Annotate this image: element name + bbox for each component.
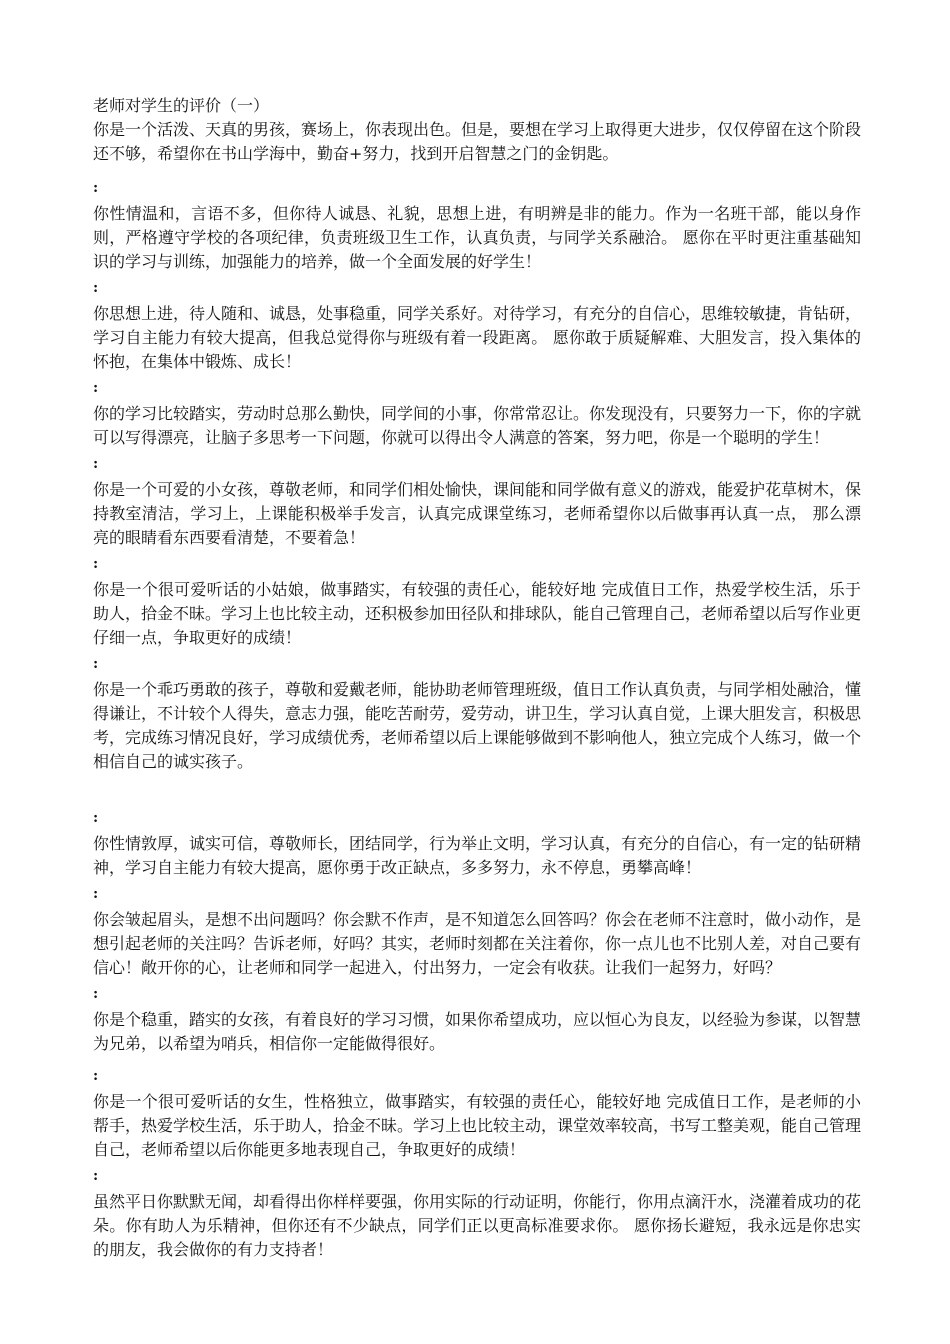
blank-line (93, 168, 861, 174)
evaluation-paragraph: 你是一个很可爱听话的女生，性格独立，做事踏实，有较强的责任心，能较好地 完成值日工作，是老师的小帮手，热爱学校生活，乐于助人，拾金不昧。学习上也比较主动，课堂效率较高，书写工整美观，能自己管理自己，老师希望以后你能更多地表现自己，争取更好的成绩！ (93, 1092, 862, 1159)
blank-line (93, 774, 861, 804)
separator-colon: : (93, 986, 99, 1002)
separator-colon: : (93, 1168, 99, 1184)
separator-colon: : (93, 380, 99, 396)
separator-colon: : (93, 456, 99, 472)
separator-colon: : (93, 1068, 99, 1084)
document-page (93, 94, 861, 1262)
evaluation-paragraph: 你性情敦厚，诚实可信，尊敬师长，团结同学，行为举止文明，学习认真，有充分的自信心，有一定的钻研精神，学习自主能力有较大提高，愿你勇于改正缺点，多多努力，永不停息，勇攀高峰！ (93, 834, 862, 877)
separator-colon: : (93, 656, 99, 672)
evaluation-paragraph: 你性情温和，言语不多，但你待人诚恳、礼貌，思想上进，有明辨是非的能力。作为一名班干部，能以身作则，严格遵守学校的各项纪律，负责班级卫生工作，认真负责，与同学关系融洽。 愿你在平时更注重基础知识的学习与训练，加强能力的培养，做一个全面发展的好学生！ (93, 204, 861, 271)
separator-colon: : (93, 556, 99, 572)
evaluation-paragraph: 你思想上进，待人随和、诚恳，处事稳重，同学关系好。对待学习，有充分的自信心，思维较敏捷，肯钻研，学习自主能力有较大提高，但我总觉得你与班级有着一段距离。 愿你敢于质疑解难、大胆发言，投入集体的怀抱，在集体中锻炼、成长！ (93, 304, 862, 371)
evaluation-paragraph: 你是一个可爱的小女孩，尊敬老师，和同学们相处愉快，课间能和同学做有意义的游戏，能爱护花草树木，保持教室清洁，学习上，上课能积极举手发言，认真完成课堂练习，老师希望你以后做事再认真一点， 那么漂亮的眼睛看东西要看清楚，不要着急！ (93, 480, 862, 547)
blank-line (93, 1056, 861, 1062)
document-title: 老师对学生的评价（一） (93, 96, 270, 115)
evaluation-paragraph: 虽然平日你默默无闻，却看得出你样样要强，你用实际的行动证明，你能行，你用点滴汗水，浇灌着成功的花朵。你有助人为乐精神，但你还有不少缺点，同学们正以更高标准要求你。 愿你扬长避短，我永远是你忠实的朋友，我会做你的有力支持者！ (93, 1192, 862, 1259)
separator-colon: : (93, 280, 99, 296)
evaluation-paragraph: 你是一个乖巧勇敢的孩子，尊敬和爱戴老师，能协助老师管理班级，值日工作认真负责，与同学相处融洽，懂得谦让，不计较个人得失，意志力强，能吃苦耐劳，爱劳动，讲卫生，学习认真自觉，上课大胆发言，积极思考，完成练习情况良好，学习成绩优秀，老师希望以后上课能够做到不影响他人，独立完成个人练习，做一个相信自己的诚实孩子。 (93, 680, 862, 771)
separator-colon: : (93, 180, 99, 196)
evaluation-paragraph: 你是一个很可爱听话的小姑娘，做事踏实，有较强的责任心，能较好地 完成值日工作，热爱学校生活，乐于助人，拾金不昧。学习上也比较主动，还积极参加田径队和排球队，能自己管理自己，老师希望以后写作业更仔细一点，争取更好的成绩！ (93, 580, 862, 647)
evaluation-paragraph: 你是一个活泼、天真的男孩，赛场上，你表现出色。但是，要想在学习上取得更大进步，仅仅停留在这个阶段还不够，希望你在书山学海中，勤奋+努力，找到开启智慧之门的金钥匙。 (93, 120, 862, 163)
separator-colon: : (93, 886, 99, 902)
evaluation-paragraph: 你的学习比较踏实，劳动时总那么勤快，同学间的小事，你常常忍让。你发现没有，只要努力一下，你的字就可以写得漂亮，让脑子多思考一下问题，你就可以得出令人满意的答案，努力吧，你是一个聪明的学生！ (93, 404, 862, 447)
evaluation-paragraph: 你会皱起眉头，是想不出问题吗？你会默不作声，是不知道怎么回答吗？你会在老师不注意时，做小动作，是想引起老师的关注吗？告诉老师，好吗？其实，老师时刻都在关注着你，你一点儿也不比别人差，对自己要有信心！敞开你的心，让老师和同学一起进入，付出努力，一定会有收获。让我们一起努力，好吗？ (93, 910, 862, 977)
evaluation-paragraph: 你是个稳重，踏实的女孩，有着良好的学习习惯，如果你希望成功，应以恒心为良友，以经验为参谋，以智慧为兄弟，以希望为哨兵，相信你一定能做得很好。 (93, 1010, 862, 1053)
separator-colon: : (93, 810, 99, 826)
